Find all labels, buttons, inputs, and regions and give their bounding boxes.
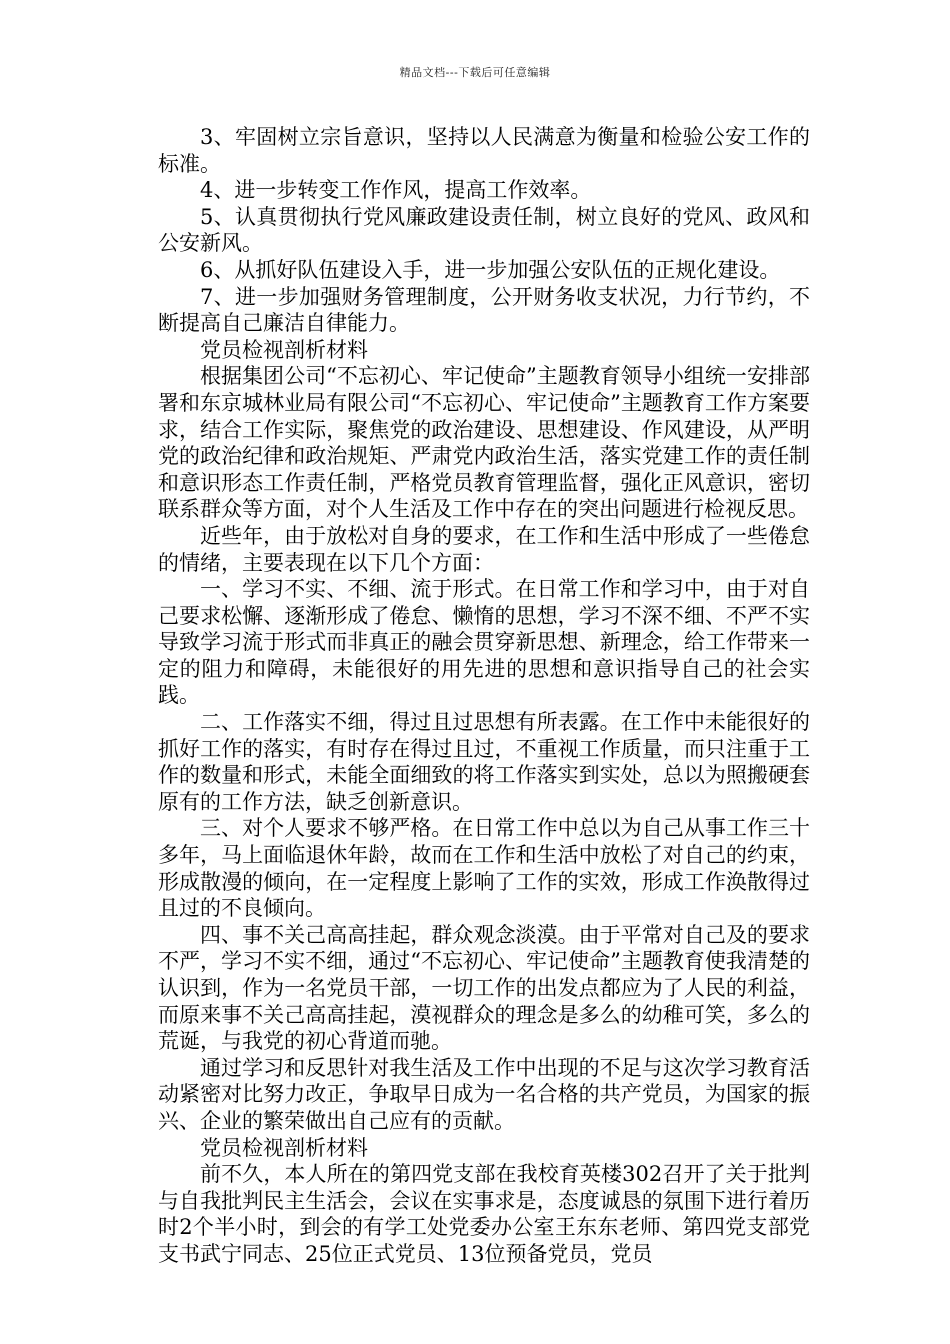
- paragraph-item-5: 5、认真贯彻执行党风廉政建设责任制，树立良好的党风、政风和公安新风。: [158, 204, 810, 256]
- paragraph-overview: 近些年，由于放松对自身的要求，在工作和生活中形成了一些倦怠的情绪，主要表现在以下几个方面：: [158, 523, 810, 575]
- paragraph-item-7: 7、进一步加强财务管理制度，公开财务收支状况，力行节约，不断提高自己廉洁自律能力。: [158, 284, 810, 336]
- paragraph-meeting: 前不久，本人所在的第四党支部在我校育英楼302召开了关于批判与自我批判民主生活会，会议在实事求是，态度诚恳的氛围下进行着历时2个半小时，到会的有学工处党委办公室王东东老师、第四党支部党支书武宁同志、25位正式党员、13位预备党员，党员: [158, 1162, 810, 1266]
- paragraph-conclusion: 通过学习和反思针对我生活及工作中出现的不足与这次学习教育活动紧密对比努力改正，争取早日成为一名合格的共产党员，为国家的振兴、企业的繁荣做出自己应有的贡献。: [158, 1055, 810, 1133]
- paragraph-issue-3: 三、对个人要求不够严格。在日常工作中总以为自己从事工作三十多年，马上面临退休年龄，故而在工作和生活中放松了对自己的约束，形成散漫的倾向，在一定程度上影响了工作的实效，形成工作涣散得过且过的不良倾向。: [158, 816, 810, 921]
- section-heading: 党员检视剖析材料: [200, 337, 368, 362]
- page-header: 精品文档---下载后可任意编辑: [399, 66, 551, 79]
- paragraph-issue-2: 二、工作落实不细，得过且过思想有所表露。在工作中未能很好的抓好工作的落实，有时存在得过且过，不重视工作质量，而只注重于工作的数量和形式，未能全面细致的将工作落实到实处，总以为照搬硬套原有的工作方法，缺乏创新意识。: [158, 710, 810, 814]
- section-heading: 党员检视剖析材料: [200, 1135, 368, 1160]
- document-body: [158, 124, 810, 1268]
- paragraph-issue-4: 四、事不关己高高挂起，群众观念淡漠。由于平常对自己及的要求不严，学习不实不细，通过“不忘初心、牢记使命”主题教育使我清楚的认识到，作为一名党员干部，一切工作的出发点都应为了人民的利益，而原来事不关己高高挂起，漠视群众的理念是多么的幼稚可笑，多么的荒诞，与我党的初心背道而驰。: [158, 922, 810, 1054]
- paragraph-issue-1: 一、学习不实、不细、流于形式。在日常工作和学习中，由于对自己要求松懈、逐渐形成了倦怠、懒惰的思想，学习不深不细、不严不实导致学习流于形式而非真正的融会贯穿新思想、新理念，给工作带来一定的阻力和障碍，未能很好的用先进的思想和意识指导自己的社会实践。: [158, 577, 810, 708]
- paragraph-item-4: 4、进一步转变工作作风，提高工作效率。: [200, 178, 592, 203]
- paragraph-item-3: 3、牢固树立宗旨意识，坚持以人民满意为衡量和检验公安工作的标准。: [158, 125, 810, 176]
- paragraph-intro: 根据集团公司“不忘初心、牢记使命”主题教育领导小组统一安排部署和东京城林业局有限公司“不忘初心、牢记使命”主题教育工作方案要求，结合工作实际，聚焦党的政治建设、思想建设、作风建设，从严明党的政治纪律和政治规矩、严肃党内政治生活，落实党建工作的责任制和意识形态工作责任制，严格党员教育管理监督，强化正风意识，密切联系群众等方面，对个人生活及工作中存在的突出问题进行检视反思。: [158, 364, 810, 522]
- paragraph-item-6: 6、从抓好队伍建设入手，进一步加强公安队伍的正规化建设。: [200, 257, 781, 282]
